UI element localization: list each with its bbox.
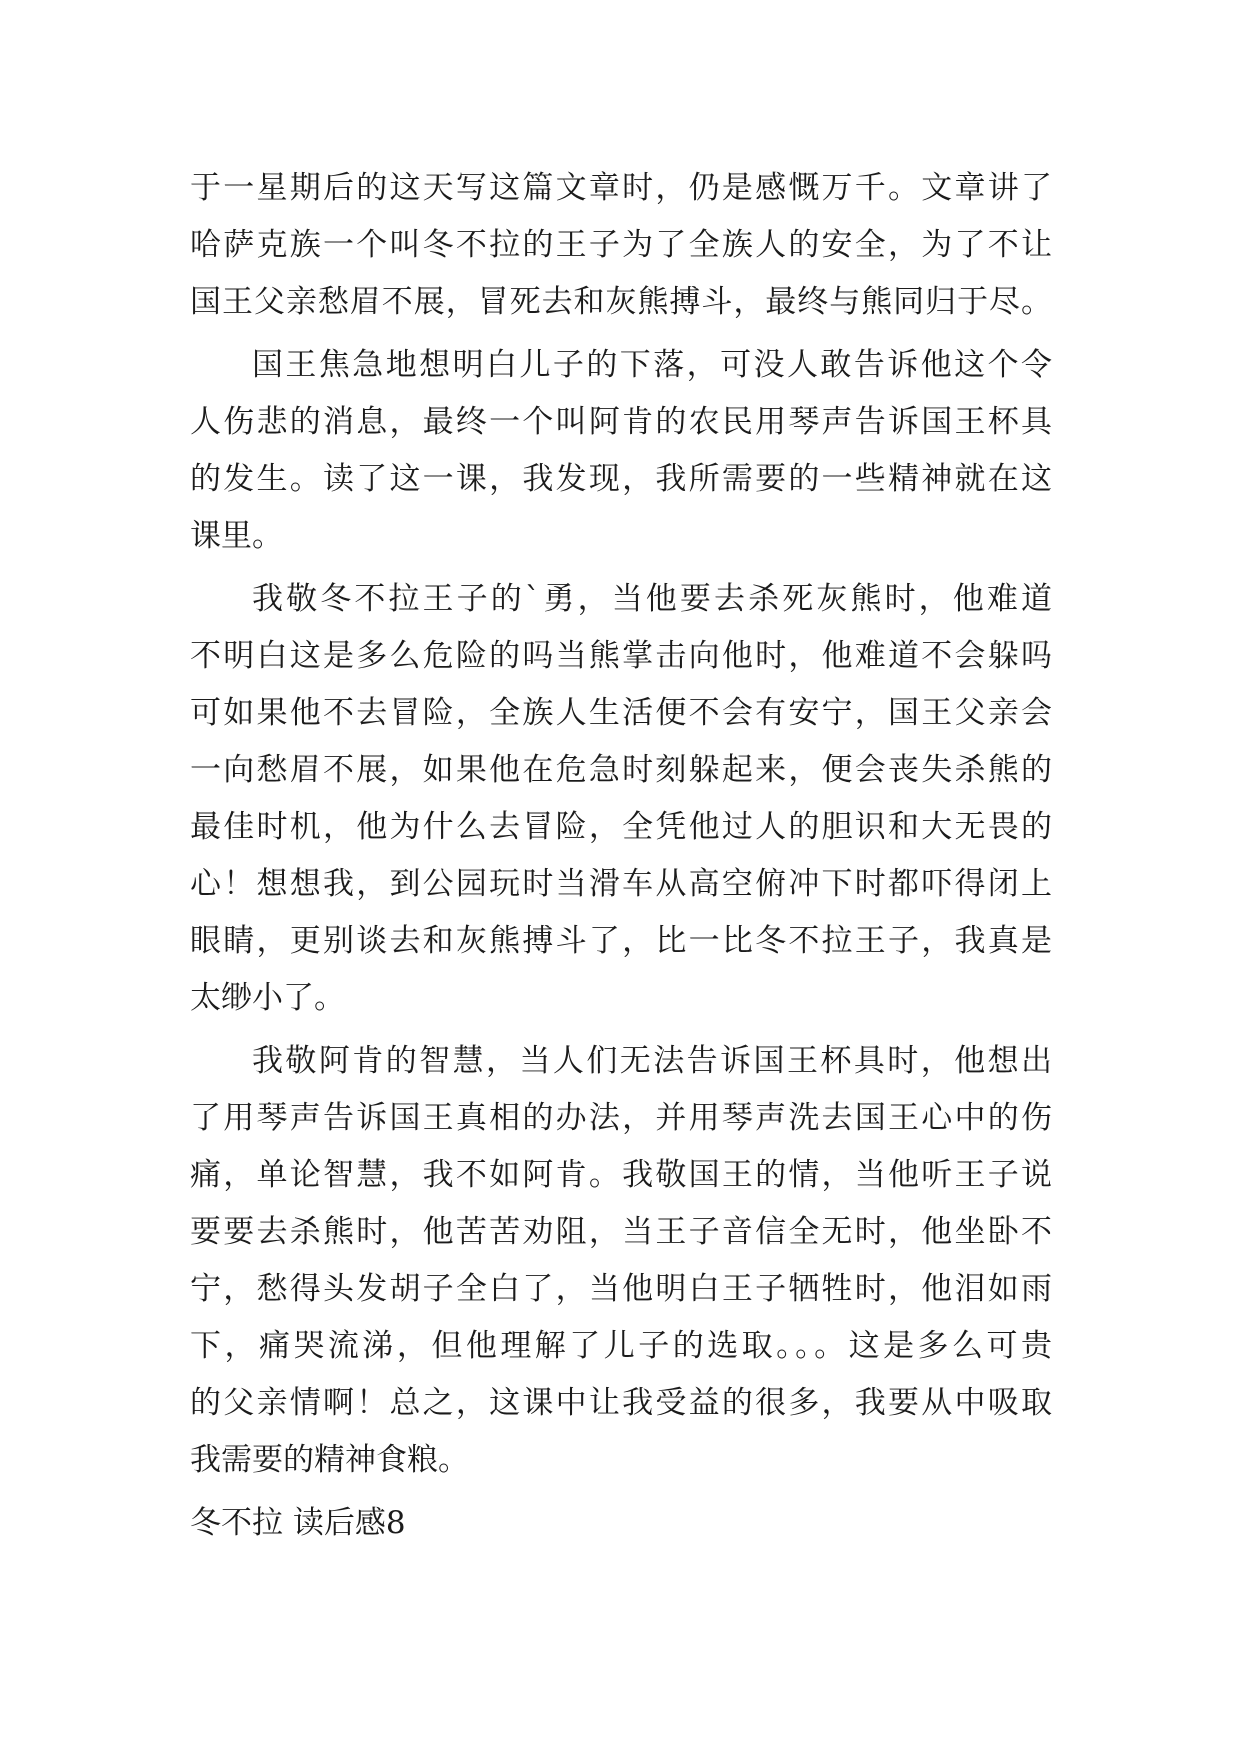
- paragraph-1: [190, 160, 1052, 331]
- text-line: 国王焦急地想明白儿子的下落，可没人敢告诉他这个令: [252, 347, 1052, 383]
- text-line: 我敬冬不拉王子的`勇，当他要去杀死灰熊时，他难道: [252, 581, 1052, 617]
- text-line: 不明白这是多么危险的吗当熊掌击向他时，他难道不会躲吗: [190, 638, 1052, 674]
- text-line: 最佳时机，他为什么去冒险，全凭他过人的胆识和大无畏的: [190, 809, 1052, 845]
- text-line: 眼睛，更别谈去和灰熊搏斗了，比一比冬不拉王子，我真是: [190, 923, 1052, 959]
- text-line: 的父亲情啊！总之，这课中让我受益的很多，我要从中吸取: [190, 1385, 1052, 1421]
- text-line: 于一星期后的这天写这篇文章时，仍是感慨万千。文章讲了: [190, 170, 1052, 206]
- document-body: [190, 160, 1052, 1552]
- text-line: 心！想想我，到公园玩时当滑车从高空俯冲下时都吓得闭上: [190, 866, 1052, 902]
- text-line: 要要去杀熊时，他苦苦劝阻，当王子音信全无时，他坐卧不: [190, 1214, 1052, 1250]
- text-line: 我需要的精神食粮。: [190, 1442, 469, 1478]
- paragraph-2: [190, 337, 1052, 565]
- section-heading: 冬不拉 读后感8: [190, 1505, 406, 1541]
- text-line: 了用琴声告诉国王真相的办法，并用琴声洗去国王心中的伤: [190, 1100, 1052, 1136]
- text-line: 人伤悲的消息，最终一个叫阿肯的农民用琴声告诉国王杯具: [190, 404, 1052, 440]
- text-line: 我敬阿肯的智慧，当人们无法告诉国王杯具时，他想出: [252, 1043, 1052, 1079]
- paragraph-3: [190, 571, 1052, 1027]
- text-line: 可如果他不去冒险，全族人生活便不会有安宁，国王父亲会: [190, 695, 1052, 731]
- text-line: 痛，单论智慧，我不如阿肯。我敬国王的情，当他听王子说: [190, 1157, 1052, 1193]
- text-line: 宁，愁得头发胡子全白了，当他明白王子牺牲时，他泪如雨: [190, 1271, 1052, 1307]
- text-line: 的发生。读了这一课，我发现，我所需要的一些精神就在这: [190, 461, 1052, 497]
- paragraph-4: [190, 1033, 1052, 1489]
- text-line: 下，痛哭流涕，但他理解了儿子的选取。。。这是多么可贵: [190, 1328, 1052, 1364]
- text-line: 哈萨克族一个叫冬不拉的王子为了全族人的安全，为了不让: [190, 227, 1052, 263]
- text-line: 太缈小了。: [190, 980, 345, 1016]
- text-line: 国王父亲愁眉不展，冒死去和灰熊搏斗，最终与熊同归于尽。: [190, 284, 1052, 320]
- text-line: 课里。: [190, 518, 283, 554]
- text-line: 一向愁眉不展，如果他在危急时刻躲起来，便会丧失杀熊的: [190, 752, 1052, 788]
